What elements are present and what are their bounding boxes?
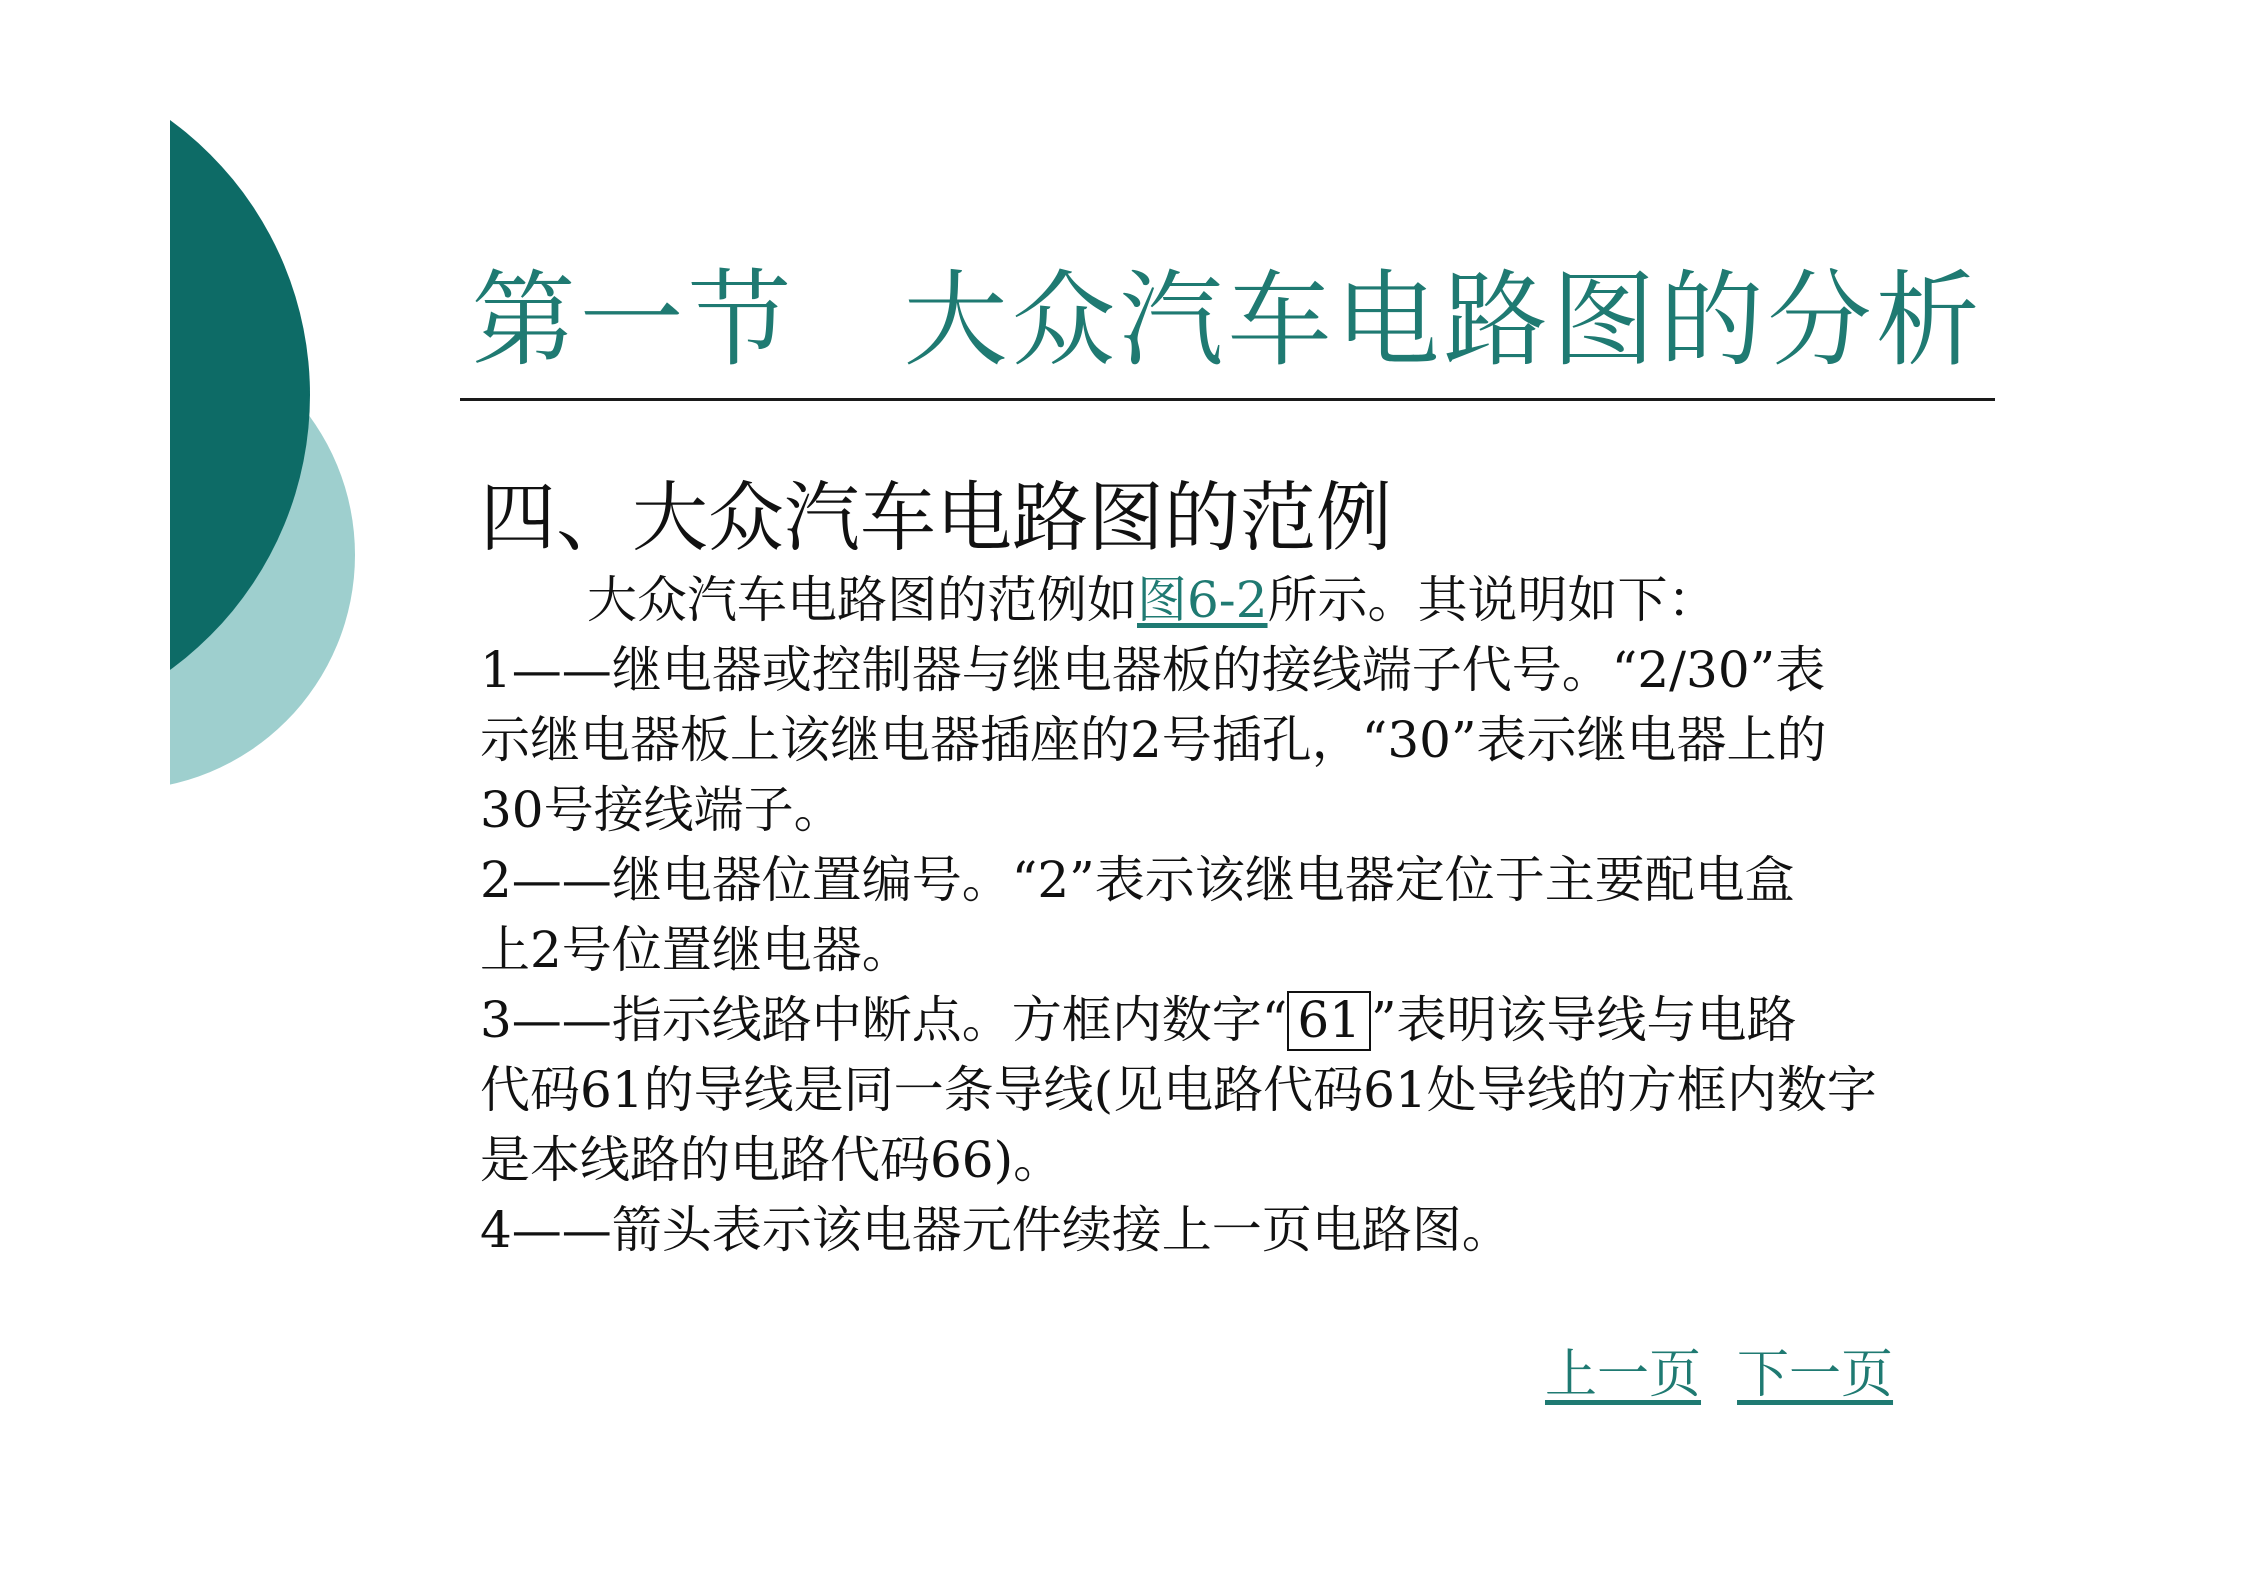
item4-line1: 4——箭头表示该电器元件续接上一页电路图。: [480, 1201, 1512, 1259]
item1-line2: 示继电器板上该继电器插座的2号插孔，“30”表示继电器上的: [480, 711, 1827, 769]
item3-text-after: ”表明该导线与电路: [1371, 991, 1797, 1049]
section-heading: 四、大众汽车电路图的范例: [480, 473, 1392, 562]
prev-page-link[interactable]: 上一页: [1545, 1345, 1702, 1405]
figure-link[interactable]: 图6-2: [1137, 571, 1268, 629]
body-text: [480, 565, 1965, 1265]
item3-line3: 是本线路的电路代码66)。: [480, 1131, 1064, 1189]
item3-line2: 代码61的导线是同一条导线(见电路代码61处导线的方框内数字: [480, 1061, 1877, 1119]
item2-line1: 2——继电器位置编号。“2”表示该继电器定位于主要配电盒: [480, 851, 1795, 909]
item3-text-before: 3——指示线路中断点。方框内数字“: [480, 991, 1288, 1049]
decor-mask-left: [0, 0, 170, 900]
intro-text-after: 所示。其说明如下：: [1267, 571, 1718, 629]
next-page-link[interactable]: 下一页: [1737, 1345, 1894, 1405]
item2-line2: 上2号位置继电器。: [480, 921, 912, 979]
title-divider: [460, 398, 1995, 401]
intro-text-before: 大众汽车电路图的范例如: [587, 571, 1137, 629]
item1-line1: 1——继电器或控制器与继电器板的接线端子代号。“2/30”表: [480, 641, 1826, 699]
item3-line1: [480, 985, 1965, 1055]
item1-line3: 30号接线端子。: [480, 781, 844, 839]
slide-title: 第一节 大众汽车电路图的分析: [471, 259, 1984, 381]
decorative-circles: [0, 0, 400, 900]
boxed-number: 61: [1287, 991, 1371, 1051]
page-navigation: [1545, 1340, 1929, 1410]
intro-line: [480, 565, 1965, 635]
